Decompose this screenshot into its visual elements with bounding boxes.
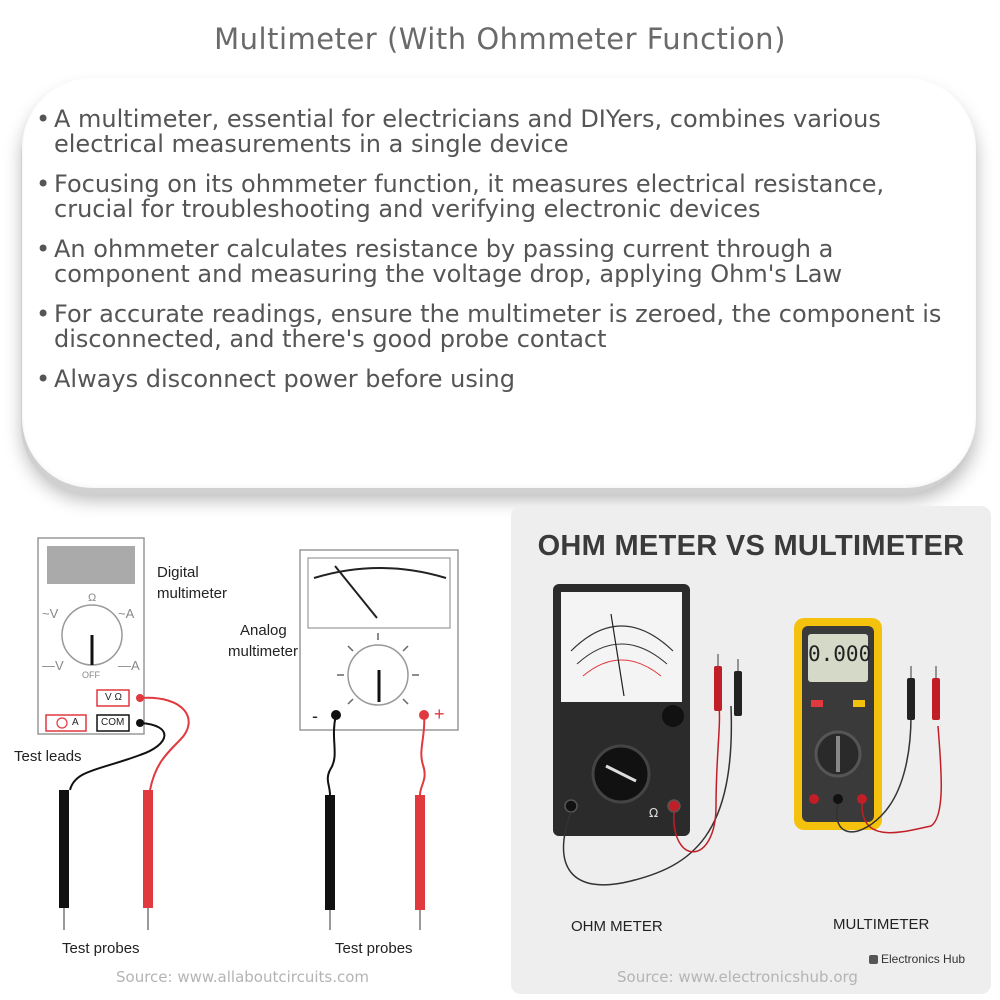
panel-title: OHM METER VS MULTIMETER xyxy=(537,530,965,562)
label-analog-2: multimeter xyxy=(228,643,299,660)
multimeter-display-value: 0.000 xyxy=(808,642,872,666)
multimeter-black-probe xyxy=(907,678,915,720)
label-test-leads: Test leads xyxy=(14,748,82,765)
dial-v-dc-label: —V xyxy=(42,658,64,673)
dial-omega-label: Ω xyxy=(88,592,97,604)
red-probe xyxy=(143,790,153,908)
label-digital-2: multimeter xyxy=(157,585,228,602)
ohm-meter-red-probe xyxy=(714,666,722,711)
dial-a-dc-label: —A xyxy=(118,658,140,673)
ohm-meter-dial-omega: Ω xyxy=(649,806,659,820)
analog-red-probe xyxy=(415,795,425,910)
label-digital: Digital xyxy=(157,564,199,581)
label-test-probes-1: Test probes xyxy=(62,940,140,957)
bullet-item: • Always disconnect power before using xyxy=(30,367,960,392)
digital-red-lead xyxy=(140,698,189,790)
plus-sign: + xyxy=(434,704,445,724)
multimeter-label: MULTIMETER xyxy=(833,916,930,933)
bullet-list xyxy=(30,107,960,407)
bullet-item: • An ohmmeter calculates resistance by passing current through a component and measuring the voltage drop, applying Ohm's Law xyxy=(30,237,960,287)
digital-display xyxy=(47,546,135,584)
jack-com-label: COM xyxy=(101,717,125,728)
ohm-meter-knob-cap xyxy=(662,705,684,727)
dial-off-label: OFF xyxy=(82,670,100,680)
brand-logo xyxy=(869,952,965,966)
dial-a-ac-label: ~A xyxy=(118,606,135,621)
minus-sign: - xyxy=(312,706,318,726)
ohm-meter-label: OHM METER xyxy=(571,918,663,935)
ohm-meter-scale xyxy=(561,592,682,702)
source-right: Source: www.electronicshub.org xyxy=(617,968,858,986)
ohm-meter-black-probe xyxy=(734,671,742,716)
bullet-item: • A multimeter, essential for electricians and DIYers, combines various electrical measurements in a single device xyxy=(30,107,960,157)
page-title: Multimeter (With Ohmmeter Function) xyxy=(214,22,786,56)
diagram-left xyxy=(0,530,500,990)
analog-black-probe xyxy=(325,795,335,910)
label-analog: Analog xyxy=(240,622,287,639)
jack-vohm-label: V Ω xyxy=(105,692,122,703)
source-left: Source: www.allaboutcircuits.com xyxy=(116,968,370,986)
dial-v-ac-label: ~V xyxy=(42,606,59,621)
black-probe xyxy=(59,790,69,908)
jack-a xyxy=(46,715,86,731)
brand-logo-icon xyxy=(869,955,878,964)
bullet-item: • Focusing on its ohmmeter function, it measures electrical resistance, crucial for troubleshooting and verifying electronic devices xyxy=(30,172,960,222)
jack-a-label: A xyxy=(72,717,79,728)
brand-name: Electronics Hub xyxy=(881,952,966,966)
multimeter-red-probe xyxy=(932,678,940,720)
comparison-panel xyxy=(511,506,991,994)
label-test-probes-2: Test probes xyxy=(335,940,413,957)
bullet-item: • For accurate readings, ensure the multimeter is zeroed, the component is disconnected, and there's good probe contact xyxy=(30,302,960,352)
